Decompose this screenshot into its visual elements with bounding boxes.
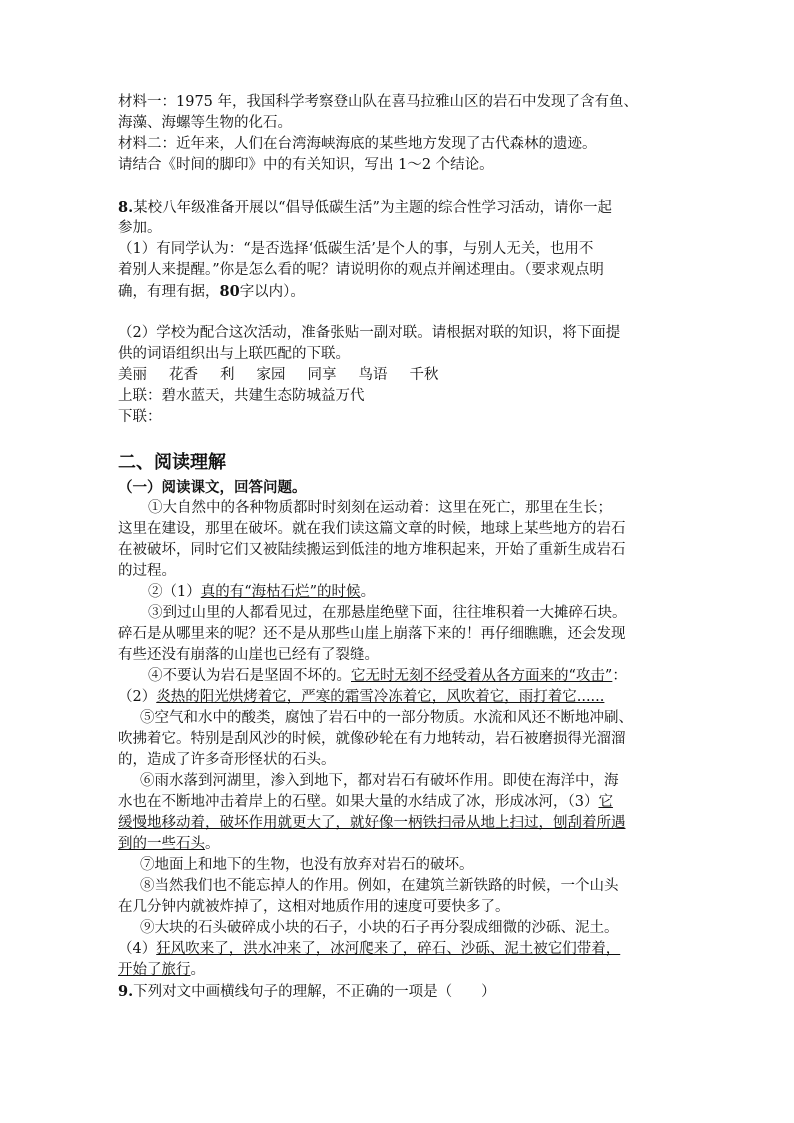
material-1-line-1: 材料一：1975 年，我国科学考察登山队在喜马拉雅山区的岩石中发现了含有鱼、: [118, 94, 639, 110]
material-2-line: 材料二：近年来，人们在台湾海峡海底的某些地方发现了古代森林的遗迹。: [118, 136, 597, 152]
paragraph-4-colon: ：: [612, 668, 627, 684]
question-8-part-1-line-2: 着别人来提醒。”你是怎么看的呢？请说明你的观点并阐述理由。（要求观点明: [118, 262, 604, 278]
couplet-lower-line: 下联：: [118, 409, 162, 425]
paragraph-6-line-3: [118, 813, 698, 834]
paragraph-1-line-4: 的过程。: [118, 563, 176, 579]
underlined-sentence-3-middle: 缓慢地移动着，破坏作用就更大了，就好像一柄铁扫帚从地上扫过，刨刮着所遇: [118, 815, 626, 831]
underlined-sentence-1: 真的有“海枯石烂”的时候: [200, 584, 361, 600]
paragraph-4-line-1: [118, 666, 698, 687]
paragraph-6-line-4: [118, 834, 698, 855]
paragraph-6-line-2: [118, 792, 698, 813]
part-1-line-3-text: 确，有理有据，: [118, 284, 220, 300]
paragraph-5-line-3: 的，造成了许多奇形怪状的石头。: [118, 752, 336, 768]
word-bank-item: 美丽: [118, 367, 147, 383]
paragraph-2-marker: ②（1）: [148, 584, 201, 600]
couplet-upper-line: 上联：碧水蓝天，共建生态防城益万代: [118, 388, 365, 404]
part-1-line-3-tail: 字以内）。: [239, 284, 305, 300]
question-9-text: 下列对文中画横线句子的理解，不正确的一项是（ ）: [133, 984, 496, 1000]
paragraph-2-tail: 。: [360, 584, 376, 600]
word-bank-item: 花香: [169, 367, 198, 383]
question-8-heading-text: 某校八年级准备开展以“倡导低碳生活”为主题的综合性学习活动，请你一起: [133, 200, 612, 216]
question-8-heading: [118, 197, 698, 218]
paragraph-6-tail: 。: [205, 836, 220, 852]
question-8-part-2-line-2: 供的词语组织出与上联匹配的下联。: [118, 346, 350, 362]
paragraph-7-line: ⑦地面上和地下的生物，也没有放弃对岩石的破坏。: [140, 857, 474, 873]
question-8-part-2-line-1: （2）学校为配合这次活动，准备张贴一副对联。请根据对联的知识，将下面提: [118, 325, 621, 341]
paragraph-1-line-1: ①大自然中的各种物质都时时刻刻在运动着：这里在死亡，那里在生长；: [148, 500, 612, 516]
question-9-number: 9.: [118, 983, 134, 1000]
question-8-part-1-line-1: （1）有同学认为：“是否选择‘低碳生活’是个人的事，与别人无关，也用不: [118, 241, 594, 257]
sentence-4-marker: （4）: [118, 941, 157, 957]
word-bank-item: 利: [220, 367, 235, 383]
paragraph-1-line-3: 在被破坏，同时它们又被陆续搬运到低洼的地方堆积起来，开始了重新生成岩石: [118, 542, 626, 558]
paragraph-8-line-2: 在几分钟内就被炸掉了，这相对地质作用的速度可要快多了。: [118, 899, 510, 915]
sentence-2-marker: （2）: [118, 689, 157, 705]
word-bank: [118, 365, 698, 386]
underlined-sentence-3-start: 它: [598, 794, 613, 810]
underlined-sentence-attack: 它无时无刻不经受着从各方面来的“攻击”: [351, 668, 613, 684]
paragraph-9-tail: 。: [190, 962, 205, 978]
word-bank-item: 家园: [256, 367, 286, 383]
underlined-sentence-2: 炎热的阳光烘烤着它，严寒的霜雪冷冻着它，风吹着它，雨打着它......: [156, 689, 605, 705]
paragraph-9-line-3: [118, 960, 698, 981]
underlined-sentence-4-end: 开始了旅行: [118, 962, 191, 978]
material-task-line: 请结合《时间的脚印》中的有关知识，写出 1～2 个结论。: [118, 157, 494, 173]
underlined-sentence-4-start: 狂风吹来了，洪水冲来了，冰河爬来了，碎石、沙砾、泥土被它们带着，: [156, 941, 621, 957]
paragraph-5-line-2: 吹拂着它。特别是刮风沙的时候，就像砂轮在有力地转动，岩石被磨损得光溜溜: [118, 731, 626, 747]
paragraph-1-line-2: 这里在建设，那里在破坏。就在我们读这篇文章的时候，地球上某些地方的岩石: [118, 521, 626, 537]
paragraph-6-text: 水也在不断地冲击着岸上的石壁。如果大量的水结成了冰，形成冰河，（3）: [118, 794, 599, 810]
section-title: 二、阅读理解: [118, 452, 226, 473]
paragraph-6-line-1: ⑥雨水落到河湖里，渗入到地下，都对岩石有破坏作用。即使在海洋中，海: [140, 773, 619, 789]
question-8-part-1-line-3: [118, 281, 698, 302]
paragraph-4-text: ④不要认为岩石是坚固不坏的。: [148, 668, 351, 684]
paragraph-4-line-2: [118, 687, 698, 708]
word-bank-item: 鸟语: [358, 367, 388, 383]
word-bank-item: 千秋: [409, 367, 439, 383]
material-1-line-2: 海藻、海螺等生物的化石。: [118, 115, 292, 131]
paragraph-3-line-2: 碎石是从哪里来的呢？还不是从那些山崖上崩落下来的！再仔细瞧瞧，还会发现: [118, 626, 626, 642]
question-9-line: [118, 981, 698, 1002]
underlined-sentence-3-end: 到的一些石头: [118, 836, 205, 852]
word-limit-number: 80: [219, 283, 240, 300]
paragraph-9-line-2: [118, 939, 698, 960]
question-8-heading-line-2: 参加。: [118, 220, 162, 236]
paragraph-3-line-1: ③到过山里的人都看见过，在那悬崖绝壁下面，往往堆积着一大摊碎石块。: [148, 605, 627, 621]
section-subtitle: （一）阅读课文，回答问题。: [118, 479, 307, 496]
word-bank-item: 同享: [307, 367, 337, 383]
paragraph-2-line: [118, 582, 698, 603]
paragraph-3-line-3: 有些还没有崩落的山崖也已经有了裂缝。: [118, 647, 379, 663]
question-8-number: 8.: [118, 199, 134, 216]
document-page: [118, 92, 698, 1002]
paragraph-9-line-1: ⑨大块的石头破碎成小块的石子，小块的石子再分裂成细微的沙砾、泥土。: [140, 920, 619, 936]
paragraph-5-line-1: ⑤空气和水中的酸类，腐蚀了岩石中的一部分物质。水流和风还不断地冲刷、: [140, 710, 633, 726]
paragraph-8-line-1: ⑧当然我们也不能忘掉人的作用。例如，在建筑兰新铁路的时候，一个山头: [140, 878, 619, 894]
